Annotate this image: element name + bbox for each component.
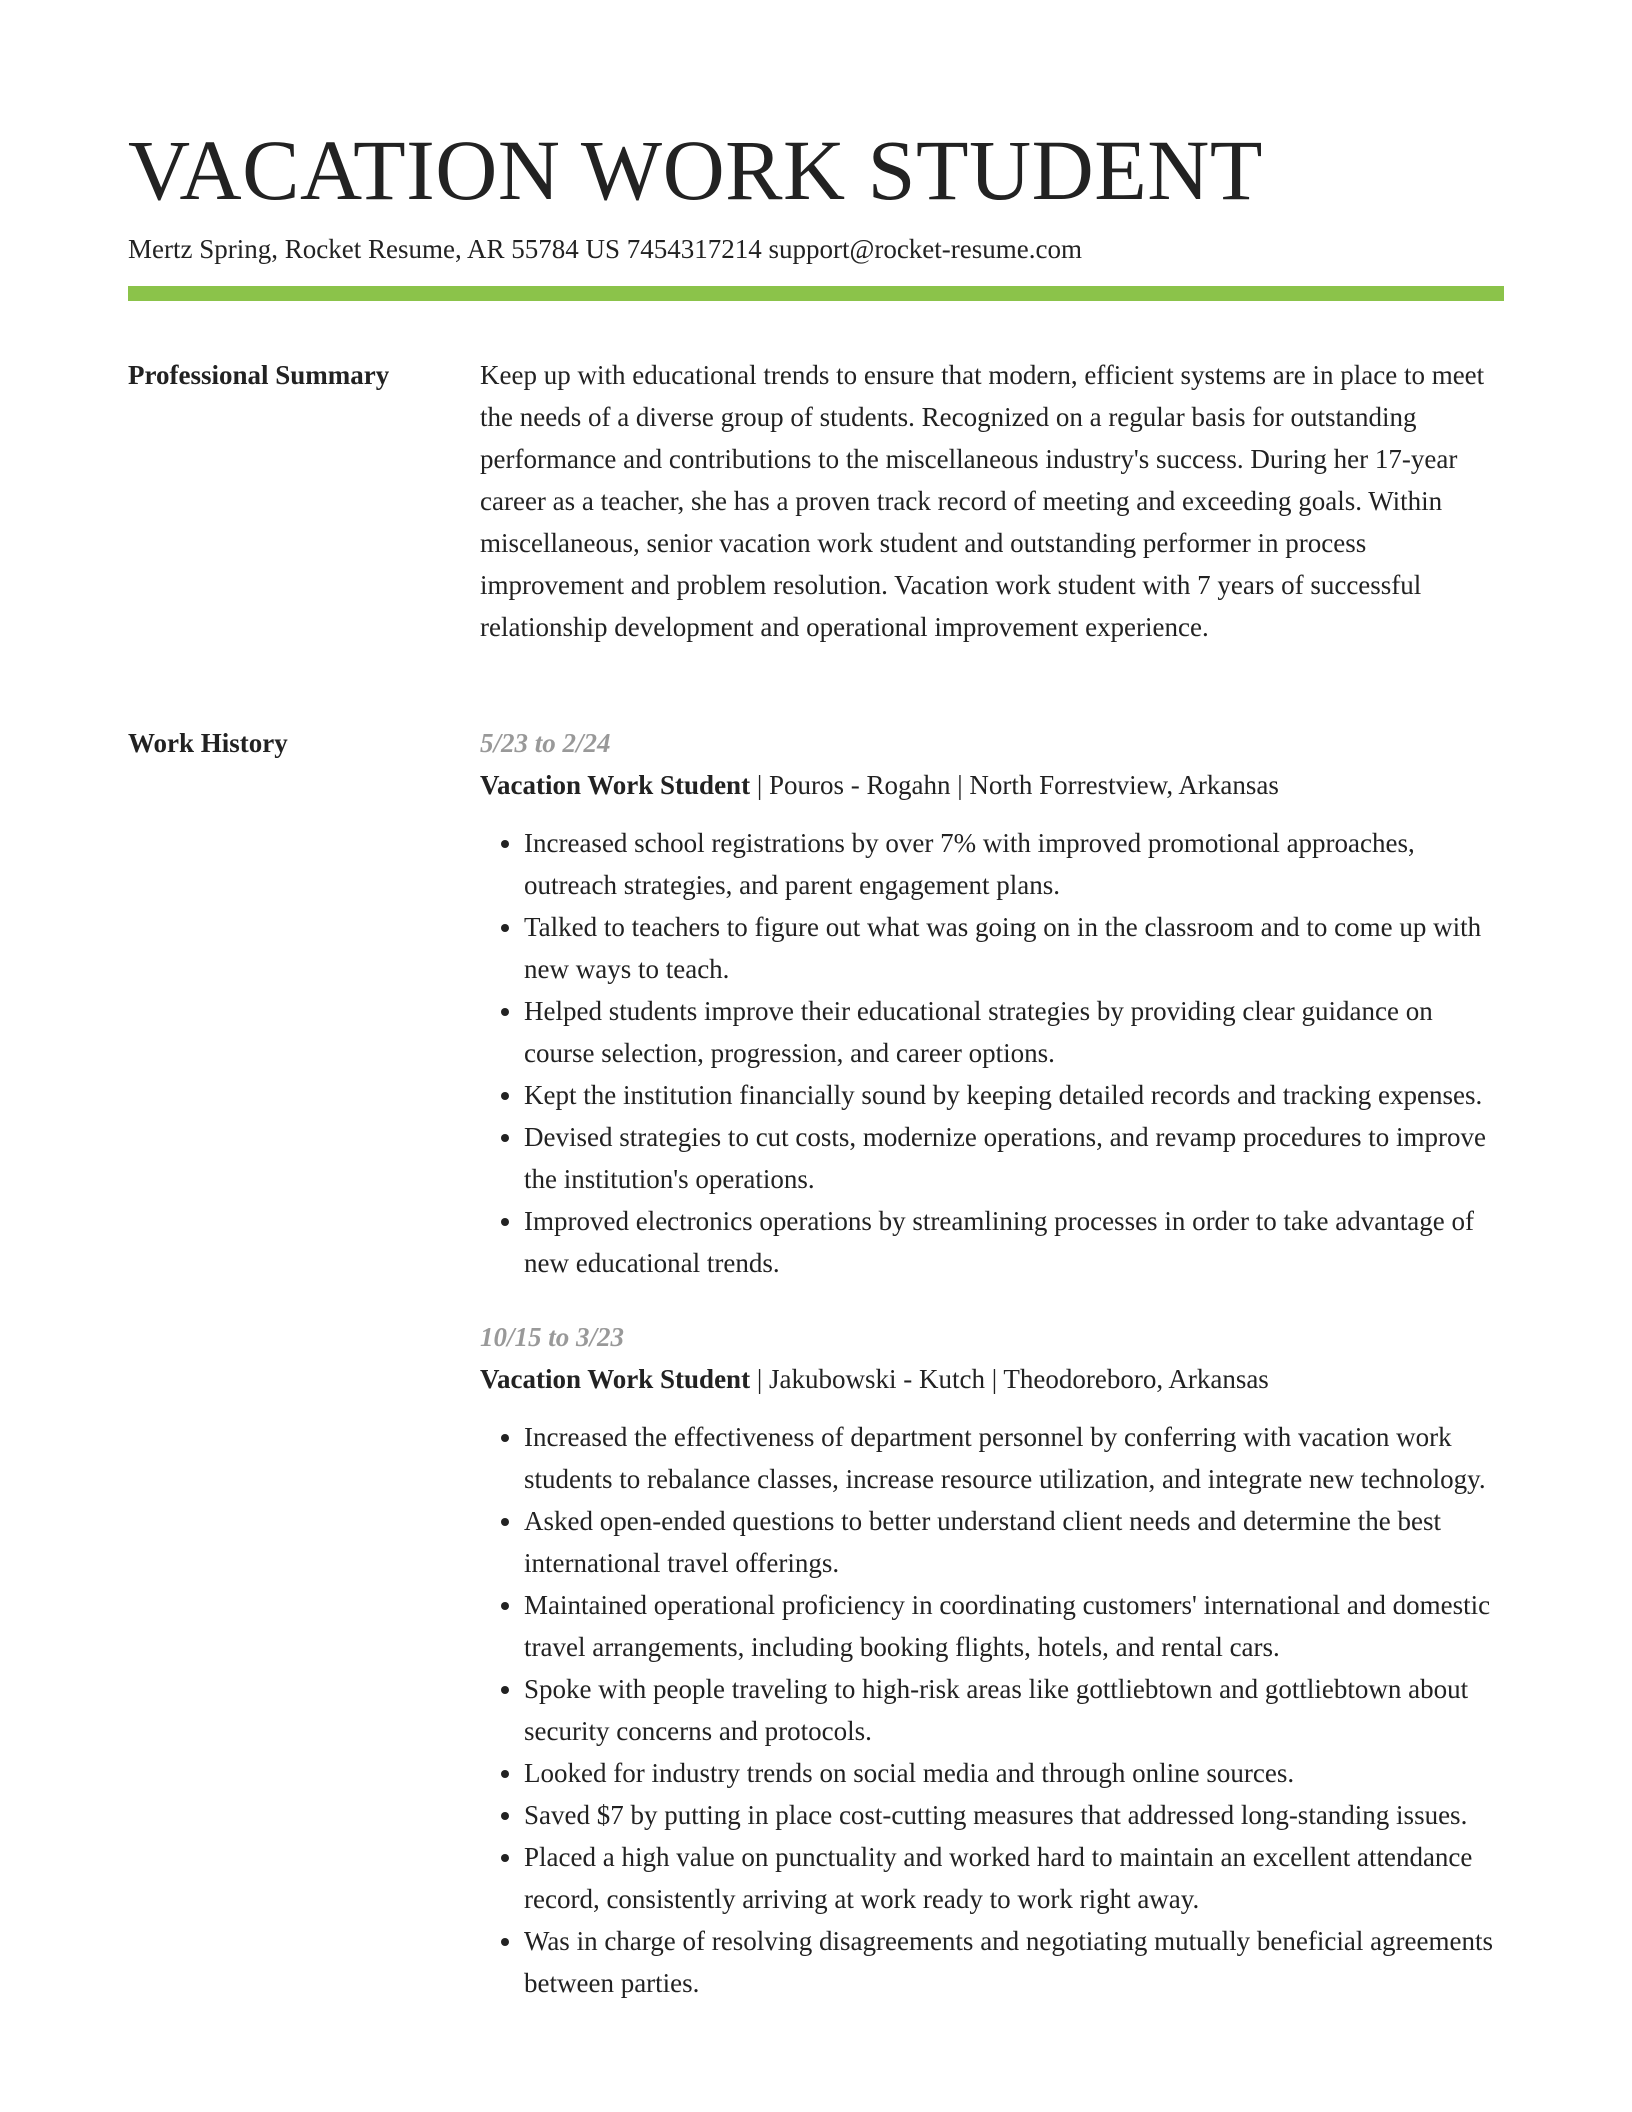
header-divider (128, 286, 1504, 301)
section-title-summary: Professional Summary (128, 360, 390, 390)
list-item: • Was in charge of resolving disagreements and negotiating mutually beneficial agreements between parties. (524, 1920, 1504, 2004)
job-header-line (480, 764, 1504, 806)
list-item: • Spoke with people traveling to high-risk areas like gottliebtown and gottliebtown about security concerns and protocols. (524, 1668, 1504, 1752)
summary-body (480, 354, 1504, 648)
job-bullet-list (480, 822, 1504, 1284)
list-item: • Saved $7 by putting in place cost-cutting measures that addressed long-standing issues. (524, 1794, 1504, 1836)
list-item: • Maintained operational proficiency in coordinating customers' international and domestic travel arrangements, including booking flights, hotels, and rental cars. (524, 1584, 1504, 1668)
job-location: Theodoreboro, Arkansas (1003, 1364, 1269, 1394)
summary-text: Keep up with educational trends to ensure that modern, efficient systems are in place to meet the needs of a diverse group of students. Recognized on a regular basis for outstanding performance and contributions to the miscellaneous industry's success. During her 17-year career as a teacher, she has a proven track record of meeting and exceeding goals. Within miscellaneous, senior vacation work student and outstanding performer in process improvement and problem resolution. Vacation work student with 7 years of successful relationship development and operational improvement experience. (480, 360, 1485, 642)
list-item: • Asked open-ended questions to better understand client needs and determine the best international travel offerings. (524, 1500, 1504, 1584)
contact-line: Mertz Spring, Rocket Resume, AR 55784 US 7454317214 support@rocket-resume.com (128, 234, 1082, 264)
list-item: • Talked to teachers to figure out what was going on in the classroom and to come up with new ways to teach. (524, 906, 1504, 990)
list-item: • Looked for industry trends on social media and through online sources. (524, 1752, 1504, 1794)
job-dates: 5/23 to 2/24 (480, 728, 611, 758)
list-item: • Devised strategies to cut costs, modernize operations, and revamp procedures to improve the institution's operations. (524, 1116, 1504, 1200)
job-separator: | (950, 770, 970, 800)
job-separator: | (750, 1364, 769, 1394)
job-title: Vacation Work Student (480, 770, 751, 800)
section-title-work-history: Work History (128, 728, 288, 758)
list-item: • Improved electronics operations by streamlining processes in order to take advantage of new educational trends. (524, 1200, 1504, 1284)
job-dates: 10/15 to 3/23 (480, 1322, 625, 1352)
job-separator: | (984, 1364, 1004, 1394)
list-item: • Increased school registrations by over 7% with improved promotional approaches, outreach strategies, and parent engagement plans. (524, 822, 1504, 906)
job-bullet-list (480, 1416, 1504, 2004)
list-item: • Helped students improve their educational strategies by providing clear guidance on course selection, progression, and career options. (524, 990, 1504, 1074)
job-company: Pouros - Rogahn (768, 770, 951, 800)
list-item: • Placed a high value on punctuality and worked hard to maintain an excellent attendance record, consistently arriving at work ready to work right away. (524, 1836, 1504, 1920)
candidate-name: VACATION WORK STUDENT (128, 122, 1263, 218)
job-entry (480, 722, 1504, 1284)
list-item: • Kept the institution financially sound by keeping detailed records and tracking expenses. (524, 1074, 1504, 1116)
job-company: Jakubowski - Kutch (768, 1364, 985, 1394)
work-history-body (480, 722, 1504, 2036)
job-separator: | (750, 770, 769, 800)
job-location: North Forrestview, Arkansas (969, 770, 1279, 800)
list-item: • Increased the effectiveness of department personnel by conferring with vacation work students to rebalance classes, increase resource utilization, and integrate new technology. (524, 1416, 1504, 1500)
job-header-line (480, 1358, 1504, 1400)
job-title: Vacation Work Student (480, 1364, 751, 1394)
job-entry (480, 1316, 1504, 2004)
